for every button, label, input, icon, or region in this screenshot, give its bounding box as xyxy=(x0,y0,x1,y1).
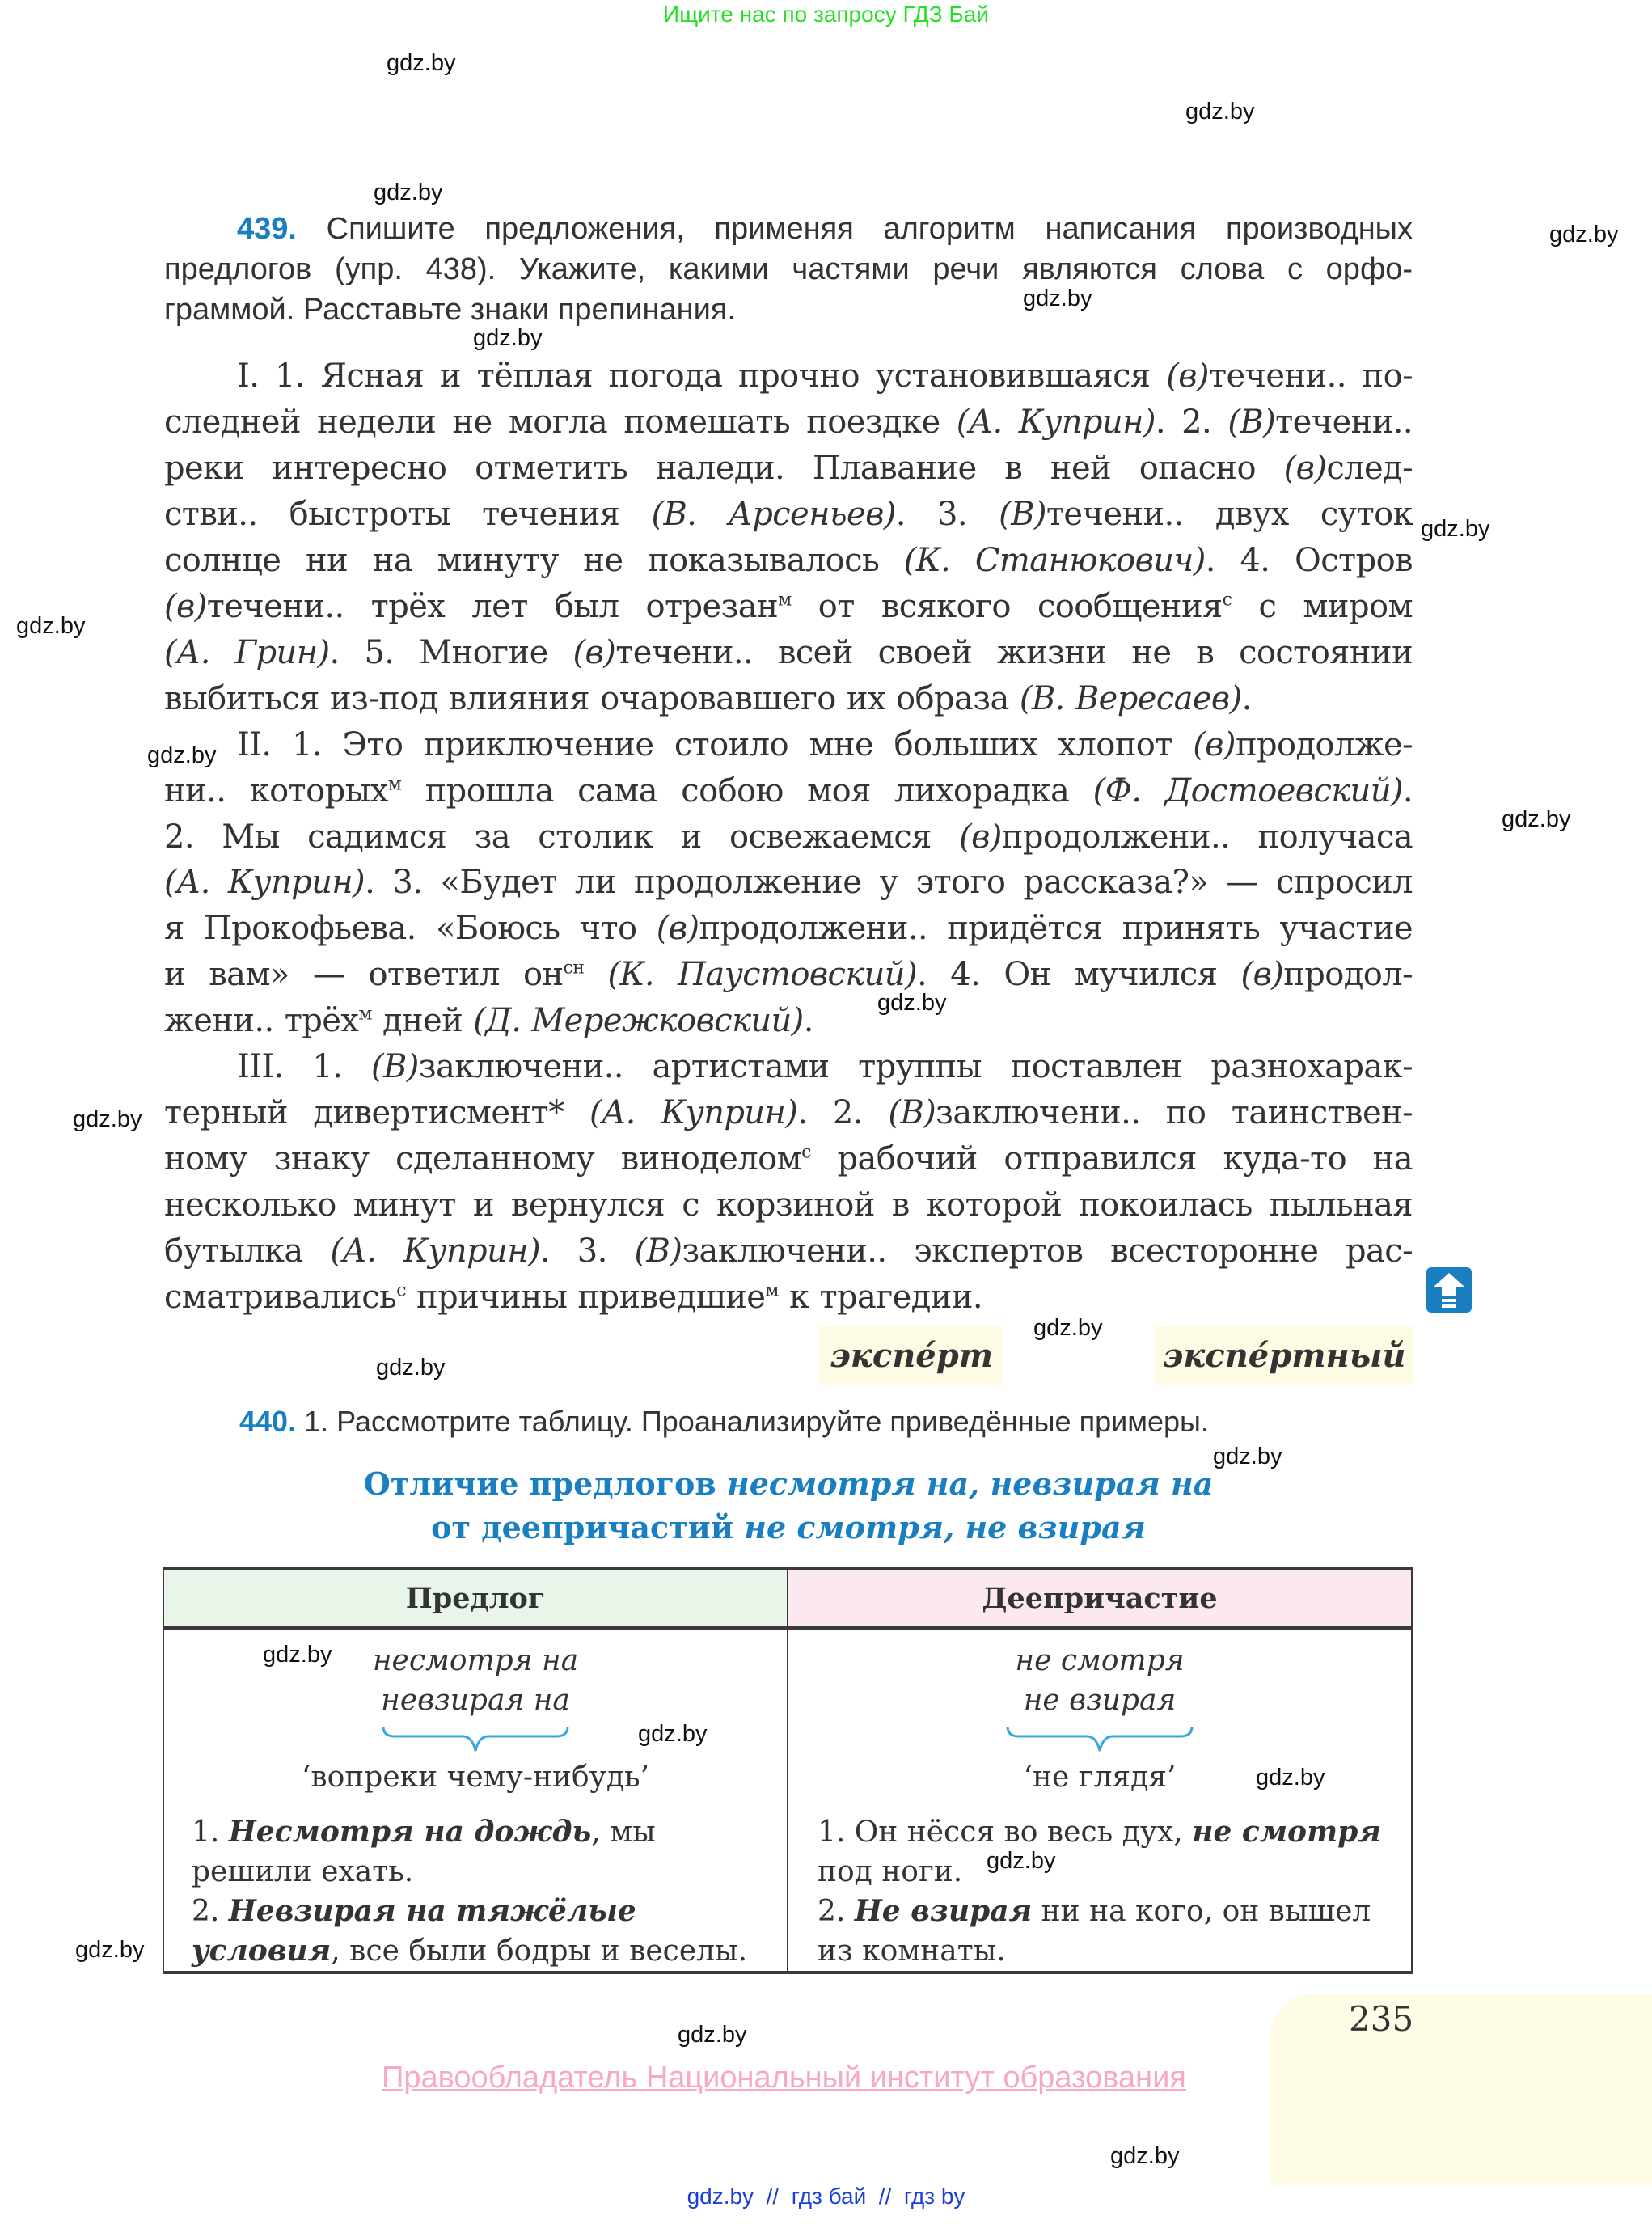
table-title-line-1: Отличие предлогов несмотря на, невзирая на xyxy=(363,1465,1214,1502)
text-line: я Прокофьева. «Боюсь что (в)продолжени.. придётся принять участие xyxy=(164,910,1413,948)
exercise-440-number: 440. xyxy=(239,1405,297,1438)
text-line: терный дивертисмент* (А. Куприн). 2. (В)заключени.. по таинствен- xyxy=(164,1094,1413,1132)
gerund-cell xyxy=(788,1628,1412,1972)
gerund-examples xyxy=(788,1798,1411,1971)
exercise-440-instruction: 440. 1. Рассмотрите таблицу. Проанализируйте приведённые примеры. xyxy=(239,1405,1209,1438)
header-preposition: Предлог xyxy=(163,1568,788,1628)
text-line: 2. Мы садимся за столик и освежаемся (в)продолжени.. получаса xyxy=(164,818,1413,856)
watermark: gdz.by xyxy=(1213,1444,1282,1469)
text-line: солнце ни на минуту не показывалось (К. Станюкович). 4. Остров xyxy=(164,541,1413,579)
example-1: 1. Несмотря на дождь, мы решили ехать. xyxy=(192,1815,656,1888)
comparison-table xyxy=(163,1567,1413,1974)
curly-brace-icon xyxy=(1006,1725,1194,1753)
text-line: реки интересно отметить наледи. Плавание в ней опасно (в)след- xyxy=(164,449,1413,487)
vocabulary-word: экспе́ртный xyxy=(1155,1326,1413,1385)
watermark: gdz.by xyxy=(638,1721,708,1747)
curly-brace-icon xyxy=(382,1725,569,1753)
watermark: gdz.by xyxy=(1549,222,1619,247)
watermark: gdz.by xyxy=(1033,1315,1103,1341)
header-gerund: Деепричастие xyxy=(788,1568,1412,1628)
watermark: gdz.by xyxy=(16,613,86,639)
text-line: I. 1. Ясная и тёплая погода прочно установившаяся (в)течени.. по- xyxy=(237,357,1413,395)
watermark: gdz.by xyxy=(1256,1765,1325,1791)
gerund-gloss: ‘не глядя’ xyxy=(1023,1761,1177,1794)
gerund-forms: не смотря не взирая xyxy=(1015,1644,1185,1717)
exercise-439-instruction-line-2: предлогов (упр. 438). Укажите, какими частями речи являются слова с орфо- xyxy=(164,252,1413,286)
watermark: gdz.by xyxy=(1185,99,1255,125)
page-number-box xyxy=(1270,1994,1652,2185)
text-line: выбиться из-под влияния очаровавшего их образа (В. Вересаев). xyxy=(164,679,1252,717)
watermark: gdz.by xyxy=(877,990,947,1016)
watermark: gdz.by xyxy=(1023,285,1092,311)
preposition-gloss: ‘вопреки чему-нибудь’ xyxy=(301,1761,650,1794)
example-2: 2. Невзирая на тяжёлые условия, все были бодры и веселы. xyxy=(192,1894,748,1968)
watermark: gdz.by xyxy=(1502,806,1571,832)
watermark: gdz.by xyxy=(1110,2143,1180,2169)
watermark: gdz.by xyxy=(678,2022,747,2048)
text-line: стви.. быстроты течения (В. Арсеньев). 3. (В)течени.. двух суток xyxy=(164,495,1413,533)
text-line: бутылка (А. Куприн). 3. (В)заключени.. экспертов всесторонне рас- xyxy=(164,1233,1413,1271)
preposition-forms: несмотря на невзирая на xyxy=(372,1644,579,1717)
exercise-439-number: 439. xyxy=(237,212,297,246)
text-line: III. 1. (В)заключени.. артистами труппы поставлен разнохарак- xyxy=(237,1048,1413,1086)
page-number: 235 xyxy=(1349,1999,1414,2039)
watermark: gdz.by xyxy=(987,1848,1056,1874)
rights-holder-link[interactable]: Правообладатель Национальный институт образования xyxy=(382,2061,1186,2095)
watermark: gdz.by xyxy=(473,325,543,351)
exercise-439-instruction-line-3: граммой. Расставьте знаки препинания. xyxy=(164,293,736,327)
upload-arrow-icon[interactable] xyxy=(1426,1267,1472,1313)
text-line: (в)течени.. трёх лет был отрезан$^м$ от всякого сообщения$^с$ с миром xyxy=(164,587,1413,625)
preposition-cell xyxy=(163,1628,788,1972)
text-line: ному знаку сделанному виноделом$^с$ рабочий отправился куда-то на xyxy=(164,1140,1413,1178)
watermark: gdz.by xyxy=(374,180,443,205)
watermark: gdz.by xyxy=(387,50,456,76)
text-line: несколько минут и вернулся с корзиной в которой покоилась пыльная xyxy=(164,1186,1413,1224)
text-line: следней недели не могла помешать поездке (А. Куприн). 2. (В)течени.. xyxy=(164,403,1413,441)
watermark: gdz.by xyxy=(73,1106,142,1132)
watermark: gdz.by xyxy=(75,1937,145,1963)
text-line: (А. Куприн). 3. «Будет ли продолжение у этого рассказа?» — спросил xyxy=(164,864,1413,902)
text-line: и вам» — ответил $он^{сн}$ (К. Паустовский). 4. Он мучился (в)продол- xyxy=(164,956,1413,994)
watermark: gdz.by xyxy=(376,1355,446,1380)
table-title-line-2: от деепричастий не смотря, не взирая xyxy=(431,1509,1146,1545)
preposition-examples xyxy=(164,1798,787,1971)
text-line: II. 1. Это приключение стоило мне больших хлопот (в)продолже- xyxy=(237,725,1413,763)
text-line: ни.. которых$^м$ прошла сама собою моя лихорадка (Ф. Достоевский). xyxy=(164,772,1413,810)
text-line: жени.. трёх$^м$ дней (Д. Мережковский). xyxy=(164,1002,813,1040)
example-1: 1. Он нёсся во весь дух, не смотря под ноги. xyxy=(818,1815,1381,1888)
watermark: gdz.by xyxy=(263,1642,332,1668)
watermark: gdz.by xyxy=(147,742,217,768)
text-line: сматривались$^с$ причины приведшие$^м$ к трагедии. xyxy=(164,1279,982,1316)
vocabulary-word: экспе́рт xyxy=(819,1326,1003,1385)
search-banner: Ищите нас по запросу ГДЗ Бай xyxy=(662,2,990,27)
exercise-439-instruction-line-1: 439. Спишите предложения, применяя алгоритм написания производных xyxy=(237,212,1413,246)
footer-links[interactable]: gdz.by // гдз бай // гдз by xyxy=(687,2184,965,2209)
watermark: gdz.by xyxy=(1421,516,1490,542)
example-2: 2. Не взирая ни на кого, он вышел из комнаты. xyxy=(818,1894,1371,1968)
text-line: (А. Грин). 5. Многие (в)течени.. всей своей жизни не в состоянии xyxy=(164,633,1413,671)
